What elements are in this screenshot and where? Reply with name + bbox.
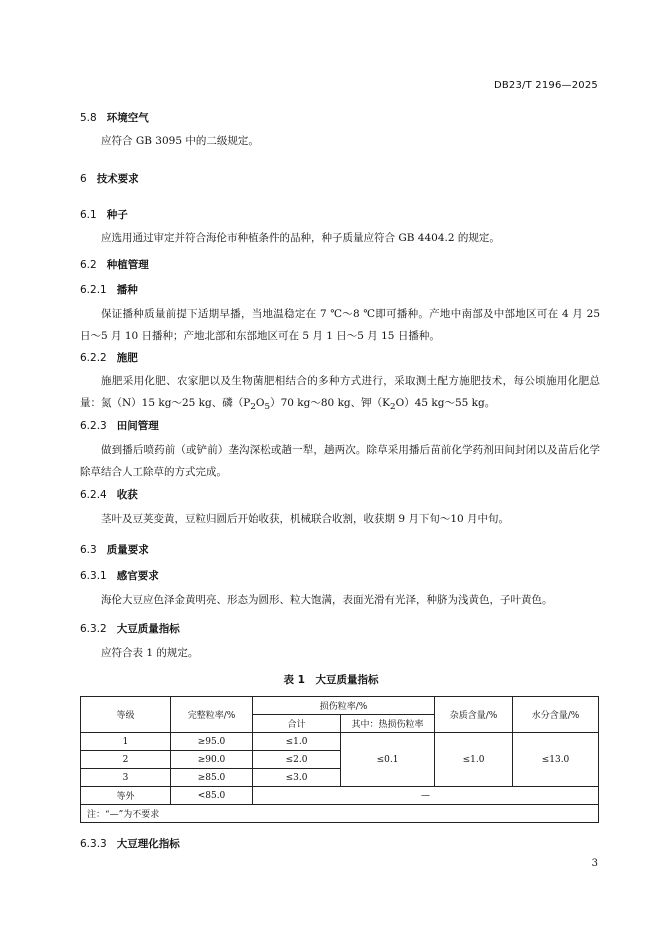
heading-6-3-2: [80, 621, 180, 636]
heading-number: 6: [80, 173, 87, 185]
subscript: 2: [390, 402, 396, 413]
text-fragment: 施肥采用化肥、农家肥以及生物菌肥相结合的多种方式进行，采取测土配方施肥技术，每公顷施用化肥总量：氮（N）15 kg～25 kg、磷（P: [80, 375, 600, 409]
text-fragment: ）70 kg～80 kg、钾（K: [270, 397, 391, 409]
heading-title: 田间管理: [116, 420, 159, 432]
page-number: 3: [591, 858, 598, 869]
table-header-row: [81, 697, 599, 715]
paragraph-6-2-1: 保证播种质量前提下适期早播，当地温稳定在 7 ℃～8 ℃即可播种。产地中南部及中部地区可在 4 月 25 日～5 月 10 日播种；产地北部和东部地区可在 5 月 1 日～5 月 15 日播种。: [80, 308, 600, 342]
paragraph-6-3-2: 应符合表 1 的规定。: [101, 647, 199, 659]
heading-5-8: [80, 110, 149, 125]
heading-number: 6.2.2: [80, 352, 107, 364]
heading-title: 大豆质量指标: [116, 623, 180, 635]
heading-number: 6.2.1: [80, 284, 107, 296]
heading-number: 6.2.3: [80, 420, 107, 432]
cell-total: ≤3.0: [253, 769, 341, 787]
heading-6-3: [80, 542, 149, 557]
heading-number: 6.3: [80, 544, 97, 556]
header-grade: 等级: [81, 697, 171, 733]
table-note-row: [81, 805, 599, 823]
cell-grade: 等外: [81, 787, 171, 805]
paragraph-6-2-4: 茎叶及豆荚变黄，豆粒归圆后开始收获，机械联合收割，收获期 9 月下旬～10 月中旬。: [101, 513, 510, 525]
cell-not-required: —: [253, 787, 599, 805]
paragraph-5-8: 应符合 GB 3095 中的二级规定。: [101, 135, 259, 147]
cell-intact: ≥85.0: [171, 769, 253, 787]
heading-title: 环境空气: [106, 112, 149, 124]
paragraph-6-1: 应选用通过审定并符合海伦市种植条件的品种，种子质量应符合 GB 4404.2 的规定。: [101, 232, 500, 244]
text-fragment: O）45 kg～55 kg。: [395, 397, 496, 409]
heading-number: 6.1: [80, 209, 97, 221]
document-id: DB23/T 2196—2025: [493, 80, 598, 91]
heading-number: 6.3.3: [80, 838, 107, 850]
heading-6-2-4: [80, 487, 138, 502]
header-damaged: 损伤粒率/%: [253, 697, 435, 715]
heading-title: 大豆理化指标: [116, 838, 180, 850]
heading-number: 5.8: [80, 112, 97, 124]
header-moisture: 水分含量/%: [513, 697, 599, 733]
heading-6-2-2: [80, 350, 138, 365]
header-impurity: 杂质含量/%: [435, 697, 513, 733]
subscript: 2: [250, 402, 256, 413]
text-fragment: O: [255, 397, 265, 409]
heading-number: 6.2.4: [80, 489, 107, 501]
heading-6-1: [80, 207, 128, 222]
heading-6: [80, 171, 139, 186]
cell-grade: 1: [81, 733, 171, 751]
cell-impurity-merged: ≤1.0: [435, 733, 513, 787]
heading-title: 种子: [106, 209, 128, 221]
cell-intact: ≥95.0: [171, 733, 253, 751]
heading-title: 感官要求: [116, 570, 159, 582]
heading-title: 种植管理: [106, 259, 149, 271]
heading-title: 施肥: [116, 352, 138, 364]
cell-intact: <85.0: [171, 787, 253, 805]
table-row-outside: [81, 787, 599, 805]
heading-title: 技术要求: [96, 173, 139, 185]
heading-6-2: [80, 257, 149, 272]
header-total: 合计: [253, 715, 341, 733]
cell-total: ≤2.0: [253, 751, 341, 769]
cell-grade: 3: [81, 769, 171, 787]
cell-grade: 2: [81, 751, 171, 769]
cell-intact: ≥90.0: [171, 751, 253, 769]
cell-heat-merged: ≤0.1: [341, 733, 435, 787]
subscript: 5: [264, 402, 271, 413]
table-caption: 表 1 大豆质量指标: [283, 674, 379, 686]
header-intact: 完整粒率/%: [171, 697, 253, 733]
header-heat: 其中：热损伤粒率: [341, 715, 435, 733]
paragraph-6-2-3: 做到播后喷药前（或铲前）垄沟深松或趟一犁，趟两次。除草采用播后苗前化学药剂田间封闭以及苗后化学除草结合人工除草的方式完成。: [80, 444, 600, 478]
cell-total: ≤1.0: [253, 733, 341, 751]
heading-6-2-3: [80, 418, 159, 433]
heading-title: 播种: [116, 284, 138, 296]
heading-6-3-3: [80, 836, 180, 851]
paragraph-6-2-2: [80, 370, 600, 418]
paragraph-6-3-1: 海伦大豆应色泽金黄明亮、形态为圆形、粒大饱满，表面光滑有光泽，种脐为浅黄色，子叶黄色。: [101, 594, 553, 606]
heading-number: 6.3.2: [80, 623, 107, 635]
heading-title: 质量要求: [106, 544, 149, 556]
heading-title: 收获: [116, 489, 138, 501]
heading-number: 6.2: [80, 259, 97, 271]
heading-number: 6.3.1: [80, 570, 107, 582]
heading-6-2-1: [80, 282, 138, 297]
heading-6-3-1: [80, 568, 159, 583]
quality-table: [80, 696, 599, 823]
cell-moisture-merged: ≤13.0: [513, 733, 599, 787]
table-note: 注：“—”为不要求: [81, 805, 599, 823]
table-row: [81, 733, 599, 751]
